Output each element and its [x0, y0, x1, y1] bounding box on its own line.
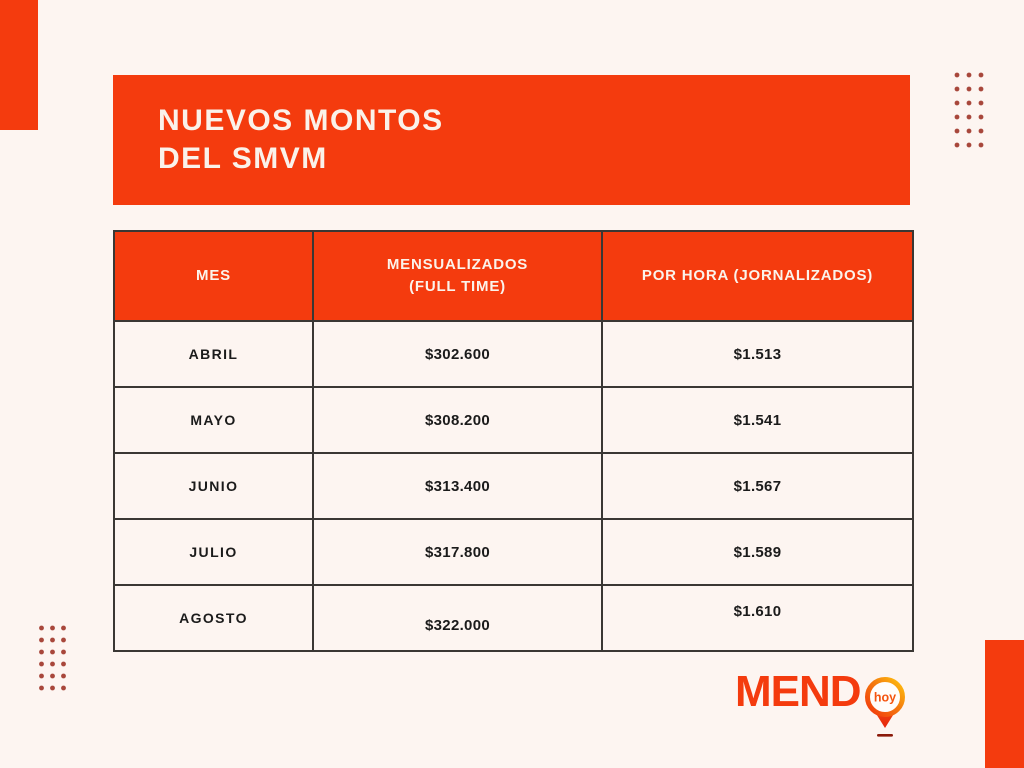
monthly-value-cell: $313.400 — [313, 453, 602, 519]
month-cell: JUNIO — [114, 453, 313, 519]
month-cell: AGOSTO — [114, 585, 313, 651]
smvm-table — [113, 230, 914, 652]
column-header-por-hora — [602, 231, 913, 321]
hourly-value-text: $1.610 — [733, 602, 782, 620]
table-row — [114, 321, 913, 387]
column-header-mes-label: MES — [196, 267, 231, 284]
logo-wordmark: MEND — [735, 667, 861, 716]
table-row — [114, 387, 913, 453]
hourly-value-cell: $1.541 — [602, 387, 913, 453]
month-cell: ABRIL — [114, 321, 313, 387]
dot-grid-top-right-icon — [951, 68, 987, 152]
table-row — [114, 585, 913, 651]
hourly-value-cell — [602, 585, 913, 651]
column-header-por-hora-label: POR HORA (JORNALIZADOS) — [641, 267, 874, 284]
month-cell: MAYO — [114, 387, 313, 453]
month-cell: JULIO — [114, 519, 313, 585]
hourly-value-cell: $1.589 — [602, 519, 913, 585]
monthly-value-text: $322.000 — [425, 616, 490, 634]
title-banner — [113, 75, 910, 205]
map-pin-icon — [862, 674, 908, 744]
column-header-mensualizados — [313, 231, 602, 321]
corner-accent-bottom-right — [985, 640, 1024, 768]
corner-accent-top-left — [0, 0, 38, 130]
table-header-row — [114, 231, 913, 321]
smvm-table-container — [113, 230, 914, 652]
table-row — [114, 453, 913, 519]
monthly-value-cell: $317.800 — [313, 519, 602, 585]
logo-pin-text: hoy — [873, 690, 896, 705]
mendohoy-logo — [735, 668, 908, 744]
hourly-value-cell: $1.513 — [602, 321, 913, 387]
monthly-value-cell — [313, 585, 602, 651]
page-title-line2: DEL SMVM — [158, 142, 328, 175]
hourly-value-cell: $1.567 — [602, 453, 913, 519]
page-title-line1: NUEVOS MONTOS — [158, 104, 444, 137]
column-header-mes — [114, 231, 313, 321]
column-header-mensualizados-line2: (FULL TIME) — [409, 278, 506, 295]
table-row — [114, 519, 913, 585]
monthly-value-cell: $308.200 — [313, 387, 602, 453]
dot-grid-bottom-left-icon — [36, 622, 69, 694]
column-header-mensualizados-line1: MENSUALIZADOS — [386, 256, 529, 273]
monthly-value-cell: $302.600 — [313, 321, 602, 387]
